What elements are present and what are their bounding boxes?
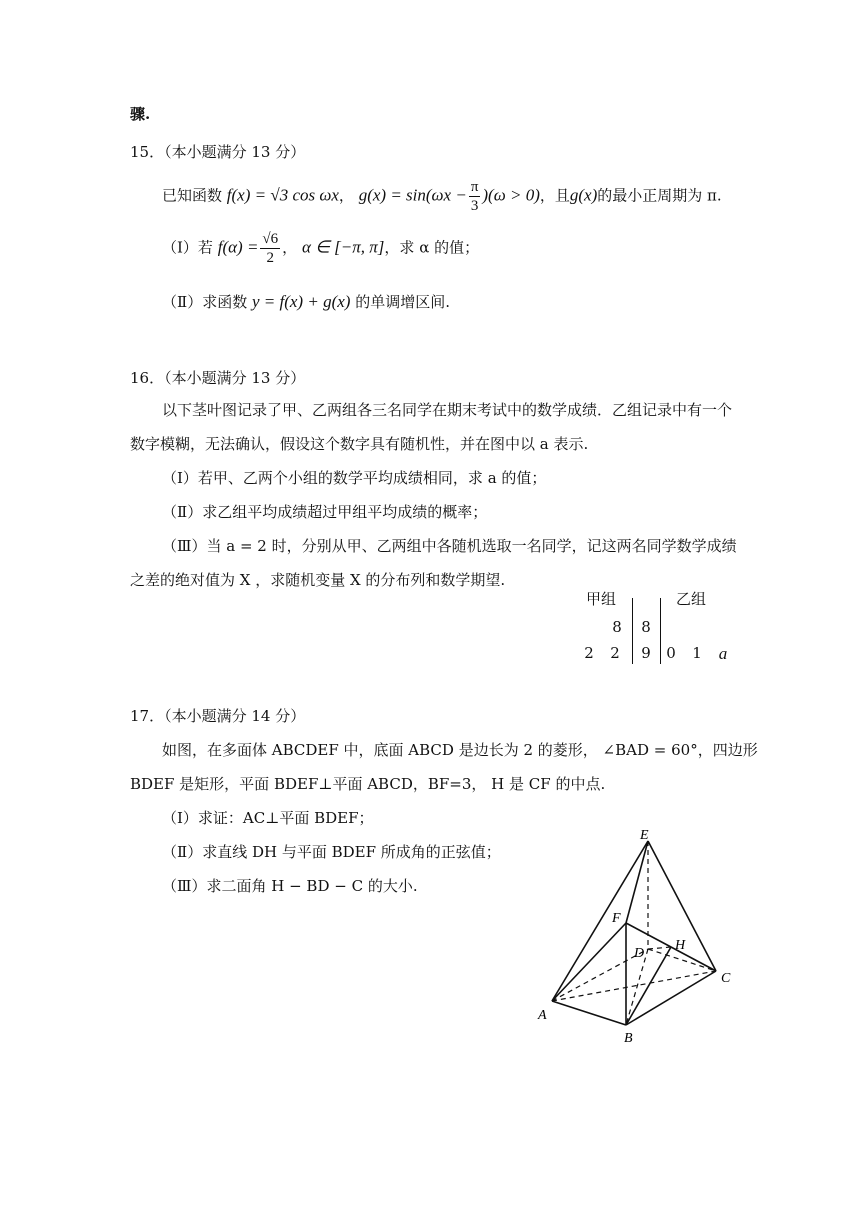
q15-sqrt6-over-2 — [260, 230, 280, 267]
q17-part3: （Ⅲ）求二面角 H − BD − C 的大小. — [162, 877, 418, 895]
q16-part3-cont: 之差的绝对值为 X ，求随机变量 X 的分布列和数学期望. — [130, 571, 506, 589]
q16-line1: 以下茎叶图记录了甲、乙两组各三名同学在期末考试中的数学成绩．乙组记录中有一个 — [162, 401, 733, 419]
stemleaf-leaf: 1 — [692, 644, 702, 662]
stemleaf-left-divider — [632, 598, 633, 664]
q15-three: 3 — [470, 198, 479, 214]
q15-stem-mid: ，且 — [539, 186, 570, 205]
q15-part2 — [162, 292, 450, 312]
q15-two: 2 — [266, 250, 275, 266]
q15-p1-mid: ， — [282, 238, 298, 257]
q15-header: 15．（本小题满分 13 分） — [130, 143, 306, 161]
q17-header: 17．（本小题满分 14 分） — [130, 707, 306, 725]
stemleaf-leaf: 0 — [666, 644, 676, 662]
stemleaf-leaf: 2 — [610, 644, 620, 662]
q15-separator: ， — [338, 186, 354, 205]
q15-p1-suffix: ，求 α 的值； — [384, 238, 480, 257]
q15-p2-prefix: （Ⅱ）求函数 — [162, 293, 248, 311]
q15-stem — [162, 178, 722, 215]
q15-stem-suffix: 的最小正周期为 π. — [597, 186, 722, 205]
stemleaf-stem: 8 — [641, 618, 651, 636]
q15-g-definition-right: )(ω > 0) — [482, 185, 540, 205]
edge-ab — [552, 1001, 626, 1025]
q15-g-definition-left: g(x) = sin(ωx − — [358, 185, 467, 205]
label-c: C — [721, 971, 731, 986]
label-f: F — [612, 911, 621, 926]
edge-ea — [552, 841, 648, 1001]
stemleaf-leaf: 8 — [612, 618, 622, 636]
q15-p1-prefix: （Ⅰ）若 — [162, 238, 213, 257]
label-a: A — [538, 1008, 547, 1023]
q16-part3: （Ⅲ）当 a = 2 时，分别从甲、乙两组中各随机选取一名同学，记这两名同学数学成绩 — [162, 537, 737, 555]
q15-pi-over-3 — [469, 178, 481, 215]
q15-p1-f: f(α) = — [217, 237, 259, 257]
polyhedron-figure — [530, 825, 750, 1050]
q15-f-definition: f(x) = √3 cos ωx — [226, 185, 339, 205]
label-d: D — [634, 946, 645, 961]
stem-leaf-plot — [572, 588, 742, 668]
q15-gx: g(x) — [569, 185, 598, 205]
q15-pi: π — [470, 179, 479, 195]
stemleaf-right-title: 乙组 — [676, 590, 707, 608]
label-h: H — [675, 938, 686, 953]
q15-stem-prefix: 已知函数 — [162, 186, 223, 205]
label-b: B — [624, 1031, 633, 1046]
edge-dh — [648, 947, 671, 949]
q17-part2: （Ⅱ）求直线 DH 与平面 BDEF 所成角的正弦值； — [162, 843, 501, 861]
q16-part2: （Ⅱ）求乙组平均成绩超过甲组平均成绩的概率； — [162, 503, 488, 521]
stemleaf-stem: 9 — [641, 644, 651, 662]
q16-line2: 数字模糊，无法确认，假设这个数字具有随机性，并在图中以 a 表示. — [130, 435, 589, 453]
q17-part1: （Ⅰ）求证：AC⊥平面 BDEF； — [162, 809, 374, 827]
q15-part1 — [162, 230, 479, 267]
q15-p2-suffix: 的单调增区间. — [355, 293, 450, 311]
q17-line2: BDEF 是矩形，平面 BDEF⊥平面 ABCD，BF=3， H 是 CF 的中点. — [130, 775, 606, 793]
q16-header: 16．（本小题满分 13 分） — [130, 369, 306, 387]
q15-sqrt6: √6 — [262, 231, 279, 247]
q17-line1: 如图，在多面体 ABCDEF 中，底面 ABCD 是边长为 2 的菱形， ∠BAD = 60°，四边形 — [162, 741, 758, 759]
edge-ef — [626, 841, 648, 923]
label-e: E — [640, 828, 649, 843]
q16-part1: （Ⅰ）若甲、乙两个小组的数学平均成绩相同，求 a 的值； — [162, 469, 547, 487]
stemleaf-leaf: a — [718, 644, 728, 663]
page-fragment: 骤. — [130, 105, 151, 123]
q15-p2-expr: y = f(x) + g(x) — [251, 292, 351, 311]
stemleaf-leaf: 2 — [584, 644, 594, 662]
q15-p1-range: α ∈ [−π, π] — [301, 237, 385, 257]
stemleaf-left-title: 甲组 — [586, 590, 617, 608]
